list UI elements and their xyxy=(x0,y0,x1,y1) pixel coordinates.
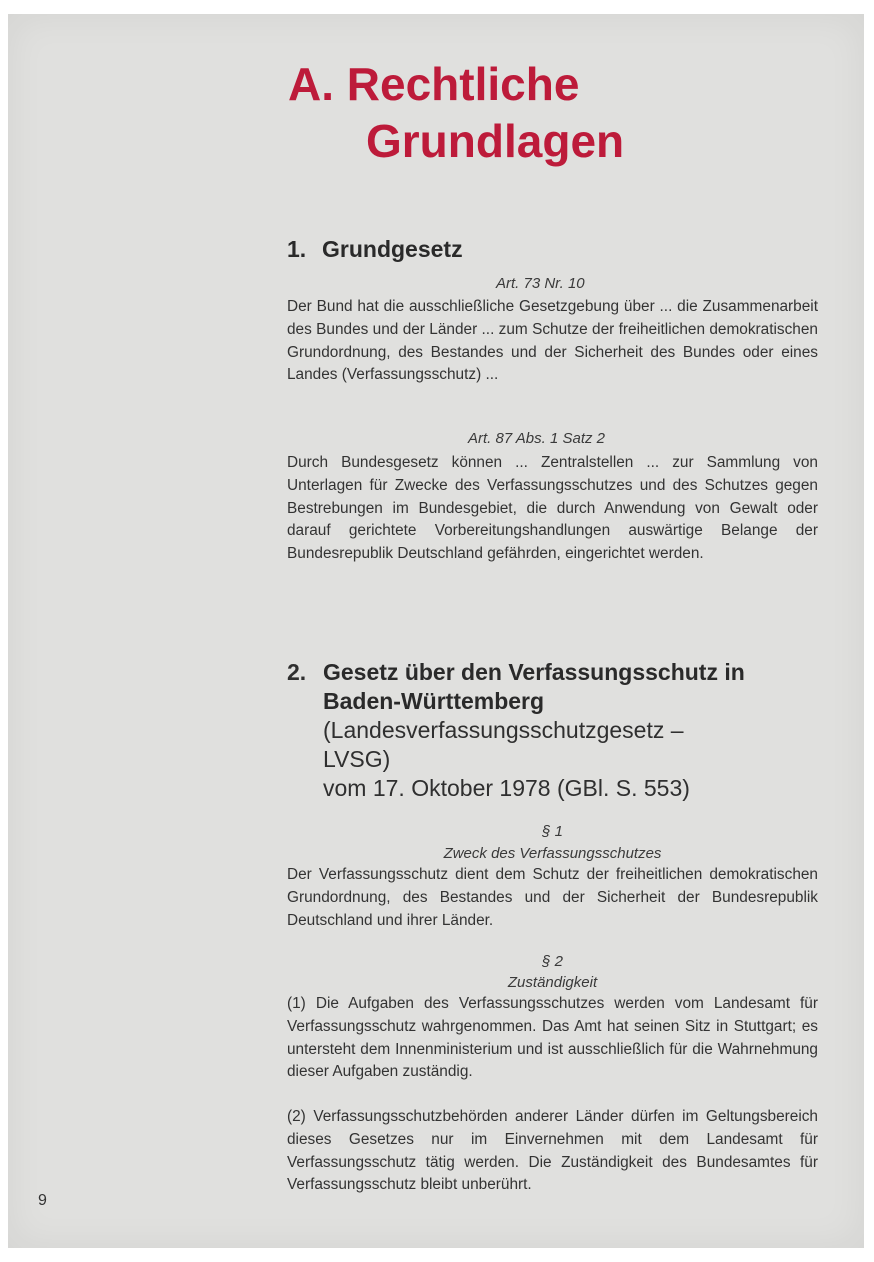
art73-text: Der Bund hat die ausschließliche Gesetzgebung über ... die Zusammenarbeit des Bundes und der Länder ... zum Schutze der freiheitlichen demokratischen Grundordnung, des Bestandes und der Sicherheit des Bundes oder eines Landes (Verfassungsschutz) ... xyxy=(287,298,818,384)
paragraph1-title-text: Zweck des Verfassungsschutzes xyxy=(443,845,662,862)
section1-heading xyxy=(287,236,463,263)
section2-title-line2: Baden-Württemberg xyxy=(323,688,545,714)
section2-subtitle-line2: LVSG) xyxy=(323,746,391,772)
chapter-title xyxy=(288,56,768,170)
section1-title: Grundgesetz xyxy=(322,236,463,262)
paragraph1-title xyxy=(287,845,818,862)
page-number: 9 xyxy=(38,1192,47,1209)
chapter-title-line2: Grundlagen xyxy=(366,115,625,167)
paragraph1-sign xyxy=(287,823,818,840)
art87-reference: Art. 87 Abs. 1 Satz 2 xyxy=(468,430,606,447)
paragraph2-title-text: Zuständigkeit xyxy=(507,974,598,991)
section2-number: 2. xyxy=(287,659,307,685)
art73-reference: Art. 73 Nr. 10 xyxy=(496,275,585,292)
section2-subtitle-line1: (Landesverfassungsschutzgesetz – xyxy=(323,717,684,743)
section2-title-line1: Gesetz über den Verfassungsschutz in xyxy=(323,659,745,685)
paragraph1-text: Der Verfassungsschutz dient dem Schutz der freiheitlichen demokratischen Grundordnung, des Bestandes und der Sicherheit der Bundesrepublik Deutschland und ihrer Länder. xyxy=(287,866,818,929)
paragraph2-title xyxy=(287,974,818,991)
section2-heading xyxy=(287,658,807,803)
chapter-title-line1: A. Rechtliche xyxy=(288,58,580,110)
paragraph2-absatz2: (2) Verfassungsschutzbehörden anderer Länder dürfen im Geltungsbereich dieses Gesetzes nur im Einvernehmen mit dem Landesamt für Verfassungsschutz tätig werden. Die Zuständigkeit des Bundesamtes für Verfassungsschutz bleibt unberührt. xyxy=(287,1108,818,1194)
section2-subtitle-line3: vom 17. Oktober 1978 (GBl. S. 553) xyxy=(323,775,690,801)
paragraph2-sign xyxy=(287,953,818,970)
paragraph2-absatz1: (1) Die Aufgaben des Verfassungsschutzes werden vom Landesamt für Verfassungsschutz wahrgenommen. Das Amt hat seinen Sitz in Stuttgart; es untersteht dem Innenministerium und ist ausschließlich für die Wahrnehmung dieser Aufgaben zuständig. xyxy=(287,995,818,1081)
art87-text: Durch Bundesgesetz können ... Zentralstellen ... zur Sammlung von Unterlagen für Zwecke des Verfassungsschutzes und des Schutzes gegen Bestrebungen im Bundesgebiet, die durch Anwendung von Gewalt oder darauf gerichtete Vorbereitungshandlungen auswärtige Belange der Bundesrepublik Deutschland gefährden, eingerichtet werden. xyxy=(287,454,818,563)
paragraph1-sign-text: § 1 xyxy=(542,823,563,840)
paragraph2-sign-text: § 2 xyxy=(542,953,563,970)
section1-number: 1. xyxy=(287,236,307,262)
